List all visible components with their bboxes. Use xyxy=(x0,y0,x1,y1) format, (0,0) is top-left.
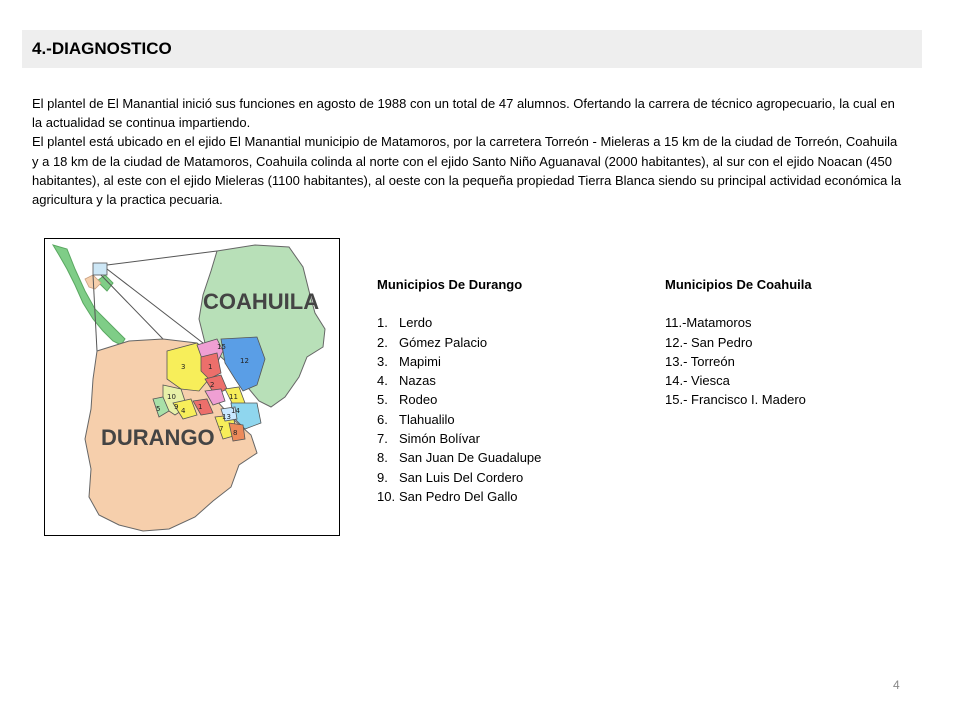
region-map xyxy=(44,238,340,536)
list-item: 15.- Francisco I. Madero xyxy=(665,392,806,408)
list-item: 2. Gómez Palacio xyxy=(377,334,488,350)
list-item: 5. Rodeo xyxy=(377,392,438,408)
list-item: 13.- Torreón xyxy=(665,353,735,369)
region-number: 15 xyxy=(217,343,226,351)
region-number: 12 xyxy=(240,357,249,365)
inset-highlight-box xyxy=(93,263,107,275)
region-number: 9 xyxy=(174,403,179,411)
region-number: 4 xyxy=(181,407,186,415)
coahuila-municipalities xyxy=(665,275,812,410)
list-item: 12.- San Pedro xyxy=(665,334,753,350)
region-number: 2 xyxy=(210,381,215,389)
region-number: 13 xyxy=(222,413,231,421)
map-label-durango: DURANGO xyxy=(101,425,215,450)
list-item: 6. Tlahualilo xyxy=(377,411,455,427)
list-item: 14.- Viesca xyxy=(665,373,730,389)
durango-list xyxy=(377,313,541,506)
region-number: 1 xyxy=(208,363,213,371)
durango-municipalities xyxy=(377,275,541,506)
list-item: 3. Mapimi xyxy=(377,353,441,369)
region-number: 10 xyxy=(167,393,176,401)
region-number: 5 xyxy=(156,405,161,413)
list-item: 1. Lerdo xyxy=(377,315,433,331)
list-item: 9. San Luis Del Cordero xyxy=(377,469,524,485)
region-number: 3 xyxy=(181,363,186,371)
coahuila-list xyxy=(665,313,812,409)
region-number: 8 xyxy=(233,429,238,437)
paragraph-location: El plantel está ubicado en el ejido El Manantial municipio de Matamoros, por la carretera Torreón - Mieleras a 15 km de la ciudad de Torreón, Coahuila y a 18 km de la ciudad de Matamoros, Coahuila colinda al norte con el ejido Santo Niño Aguanaval (2000 habitantes), al sur con el ejido Noacan (450 habitantes), al este con el ejido Mieleras (1100 habitantes), al oeste con la pequeña propiedad Tierra Blanca siendo su principal actividad económica la agricultura y la practica pecuaria. xyxy=(32,134,902,208)
list-item: 8. San Juan De Guadalupe xyxy=(377,450,542,466)
paragraph-history: El plantel de El Manantial inició sus funciones en agosto de 1988 con un total de 47 alumnos. Ofertando la carrera de técnico agropecuario, la cual en la actualidad se continua impartiendo. xyxy=(32,96,895,131)
list-item: 7. Simón Bolívar xyxy=(377,431,480,447)
region-number: 11 xyxy=(229,393,238,401)
body-text xyxy=(32,94,902,209)
map-label-coahuila: COAHUILA xyxy=(203,289,320,314)
region-number: 1 xyxy=(198,403,203,411)
list-item: 10. San Pedro Del Gallo xyxy=(377,488,518,504)
region-number: 14 xyxy=(231,407,240,415)
coahuila-heading: Municipios De Coahuila xyxy=(665,277,812,292)
mexico-silhouette xyxy=(53,245,125,345)
region-number: 7 xyxy=(219,425,224,433)
section-title: 4.-DIAGNOSTICO xyxy=(32,39,172,58)
list-item: 11.-Matamoros xyxy=(665,315,752,331)
map-illustration xyxy=(45,239,339,535)
durango-heading: Municipios De Durango xyxy=(377,277,523,292)
section-title-bar xyxy=(22,30,922,68)
page-number: 4 xyxy=(893,678,900,692)
list-item: 4. Nazas xyxy=(377,373,436,389)
